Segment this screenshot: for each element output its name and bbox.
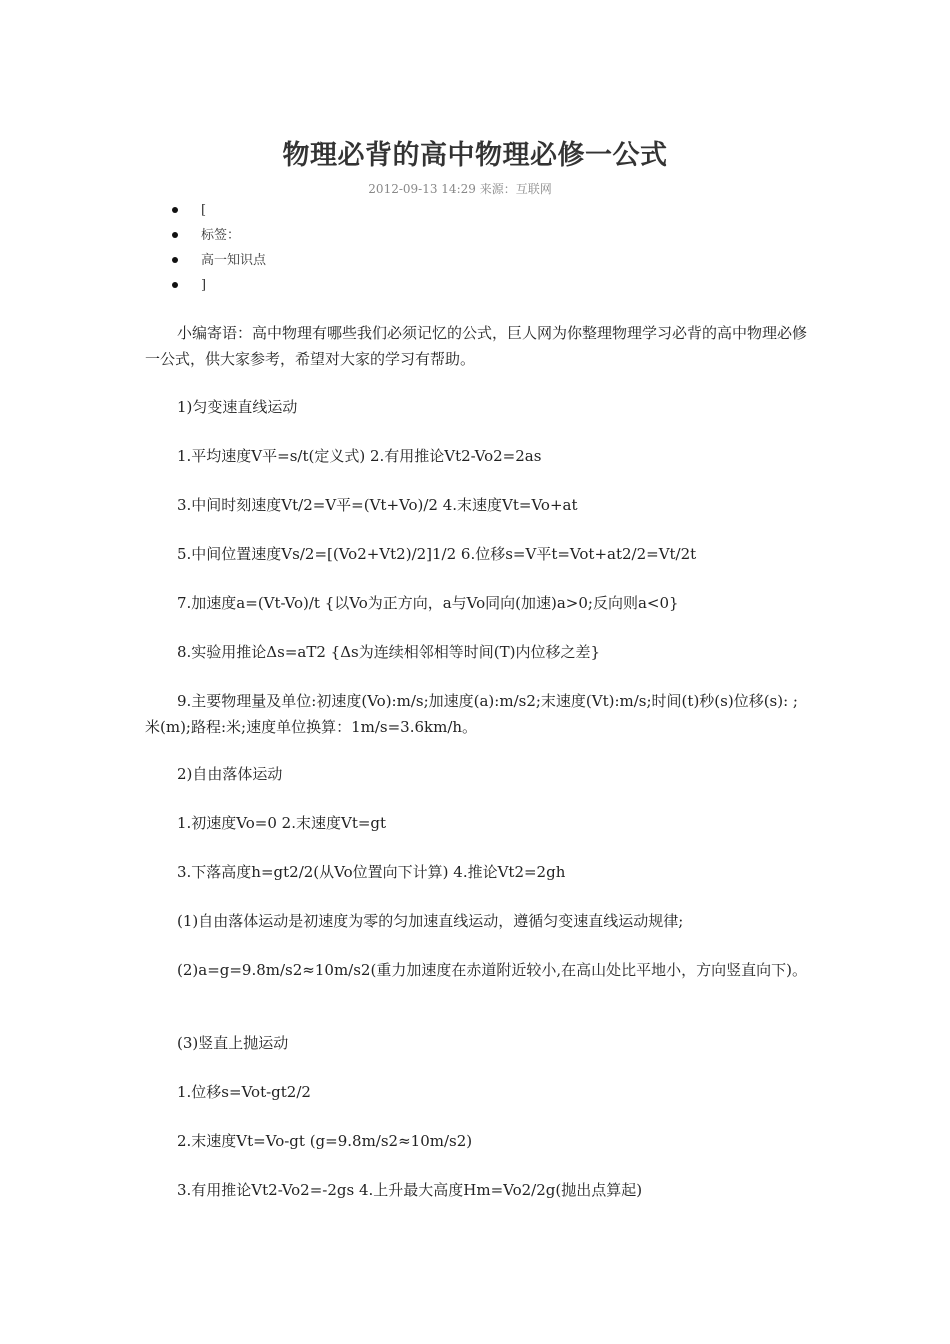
bullet-icon	[172, 257, 178, 263]
formula-line: 1.初速度Vo=0 2.末速度Vt=gt	[177, 814, 387, 832]
formula-line: 3.中间时刻速度Vt/2=V平=(Vt+Vo)/2 4.末速度Vt=Vo+at	[177, 496, 578, 514]
bullet-icon	[172, 232, 178, 238]
formula-line: 2.末速度Vt=Vo-gt (g=9.8m/s2≈10m/s2)	[177, 1132, 473, 1150]
formula-line: 1.位移s=Vot-gt2/2	[177, 1083, 311, 1101]
formula-line: 5.中间位置速度Vs/2=[(Vo2+Vt2)/2]1/2 6.位移s=V平t=Vot+at2/2=Vt/2t	[177, 545, 697, 563]
bullet-icon	[172, 282, 178, 288]
note-line: (2)a=g=9.8m/s2≈10m/s2(重力加速度在赤道附近较小,在高山处比平地小，方向竖直向下)。	[177, 961, 807, 979]
section-heading: (3)竖直上抛运动	[177, 1034, 289, 1052]
tag-label: 标签：	[201, 228, 241, 243]
formula-line: 1.平均速度V平=s/t(定义式) 2.有用推论Vt2-Vo2=2as	[177, 447, 542, 465]
intro-paragraph: 小编寄语：高中物理有哪些我们必须记忆的公式，巨人网为你整理物理学习必背的高中物理必修一公式，供大家参考，希望对大家的学习有帮助。	[145, 324, 808, 368]
formula-line: 7.加速度a=(Vt-Vo)/t {以Vo为正方向，a与Vo同向(加速)a>0;反向则a<0}	[177, 594, 679, 612]
article-meta: 2012-09-13 14:29 来源：互联网	[368, 182, 552, 196]
section-heading: 1)匀变速直线运动	[177, 398, 298, 416]
tag-link[interactable]: 高一知识点	[201, 253, 267, 268]
tag-bracket-open: [	[201, 203, 207, 218]
note-line: (1)自由落体运动是初速度为零的匀加速直线运动，遵循匀变速直线运动规律;	[177, 912, 684, 930]
formula-line: 3.下落高度h=gt2/2(从Vo位置向下计算) 4.推论Vt2=2gh	[177, 863, 566, 881]
formula-line: 9.主要物理量及单位:初速度(Vo):m/s;加速度(a):m/s2;末速度(Vt):m/s;时间(t)秒(s)位移(s): ;米(m);路程:米;速度单位换算：1m/s=3.6km/h。	[145, 692, 798, 736]
section-heading: 2)自由落体运动	[177, 765, 283, 783]
tag-bracket-close: ]	[201, 278, 207, 293]
article-title: 物理必背的高中物理必修一公式	[282, 140, 668, 171]
bullet-icon	[172, 207, 178, 213]
formula-line: 3.有用推论Vt2-Vo2=-2gs 4.上升最大高度Hm=Vo2/2g(抛出点算起)	[177, 1181, 643, 1199]
formula-line: 8.实验用推论Δs=aT2 {Δs为连续相邻相等时间(T)内位移之差}	[177, 643, 600, 661]
